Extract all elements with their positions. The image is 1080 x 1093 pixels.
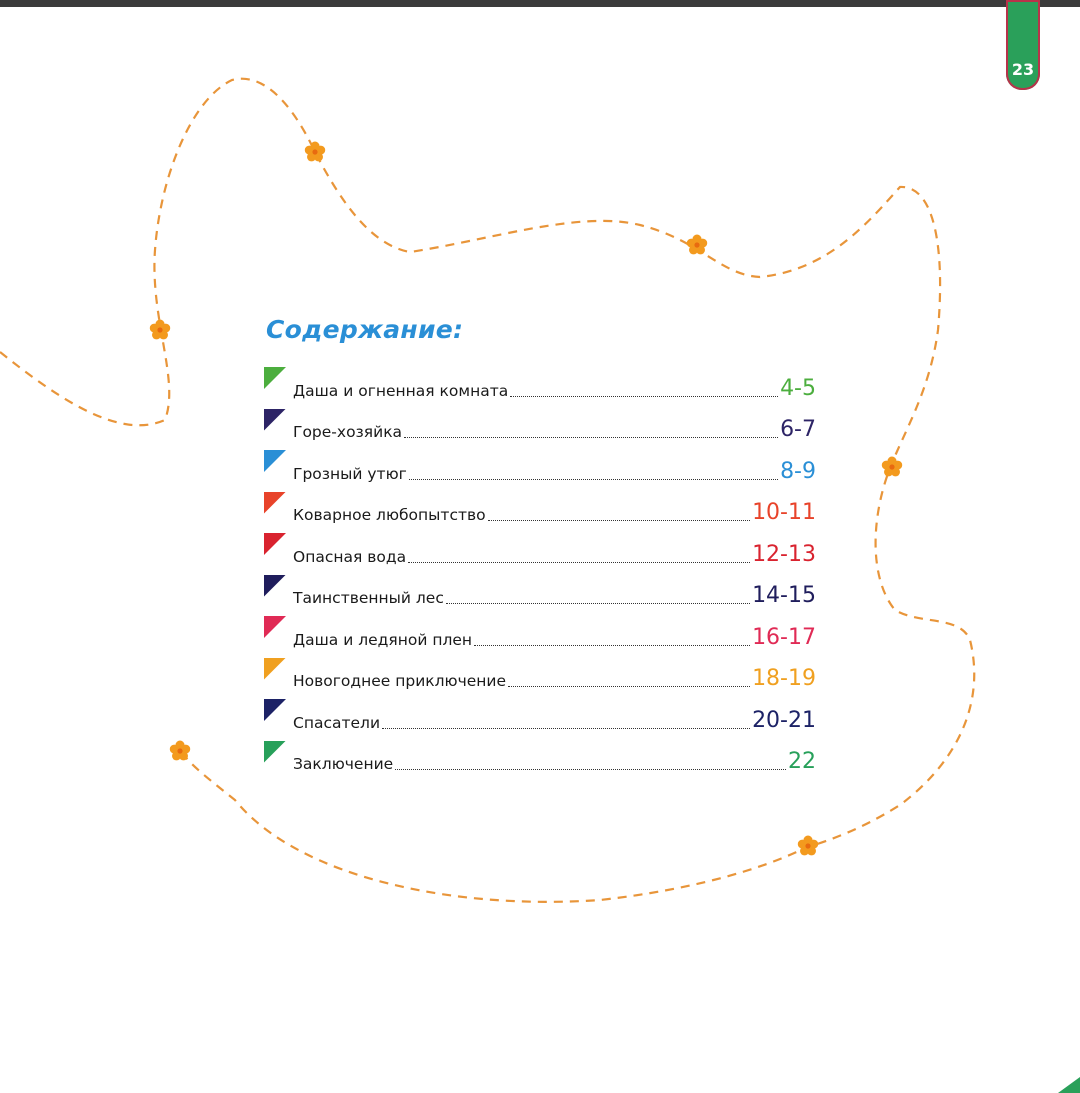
triangle-marker-icon: [264, 575, 286, 597]
triangle-marker-icon: [264, 616, 286, 638]
toc-entry-pages: 8-9: [780, 458, 816, 484]
toc-entry-title: Горе-хозяйка: [293, 423, 403, 441]
triangle-marker-icon: [264, 741, 286, 763]
toc-entry[interactable]: [264, 364, 816, 406]
flower-icon: [687, 235, 707, 255]
toc-entry-pages: 16-17: [752, 624, 816, 650]
toc-entry[interactable]: [264, 613, 816, 655]
toc-entry[interactable]: [264, 447, 816, 489]
triangle-marker-icon: [264, 699, 286, 721]
toc-entry-pages: 20-21: [752, 707, 816, 733]
contents-title: Содержание:: [266, 315, 464, 344]
toc-entry-title: Опасная вода: [293, 547, 407, 566]
triangle-marker-icon: [264, 450, 286, 472]
triangle-marker-icon: [264, 367, 286, 389]
toc-entry-pages: 18-19: [752, 666, 816, 691]
toc-entry-pages: 6-7: [780, 417, 816, 442]
toc-entry[interactable]: [264, 489, 816, 531]
toc-entry-title: Спасатели: [293, 713, 381, 732]
toc-entry[interactable]: [264, 530, 816, 572]
triangle-marker-icon: [264, 658, 286, 680]
triangle-marker-icon: [264, 492, 286, 514]
toc-entry-pages: 22: [788, 749, 816, 774]
flower-icon: [305, 142, 325, 162]
toc-entry[interactable]: [264, 696, 816, 738]
toc-entry-pages: 12-13: [752, 541, 816, 567]
toc-entry-title: Даша и ледяной плен: [293, 630, 473, 649]
toc-entry[interactable]: [264, 655, 816, 697]
toc-entry[interactable]: [264, 572, 816, 614]
toc-entry-pages: 10-11: [752, 500, 816, 525]
toc-entry-title: Таинственный лес: [293, 589, 444, 607]
flower-icon: [882, 457, 902, 477]
toc-entry[interactable]: [264, 406, 816, 448]
triangle-marker-icon: [264, 409, 286, 431]
toc-entry-title: Даша и огненная комната: [293, 381, 509, 400]
toc-entry-title: Грозный утюг: [293, 464, 407, 483]
flower-icon: [798, 836, 818, 856]
triangle-marker-icon: [264, 533, 286, 555]
toc-entry-pages: 4-5: [780, 375, 816, 401]
dotted-leader: [395, 768, 814, 770]
toc-entry-title: Заключение: [293, 755, 394, 773]
toc-entry-title: Новогоднее приключение: [293, 672, 507, 690]
flower-icon: [150, 320, 170, 340]
toc-entry-title: Коварное любопытство: [293, 506, 486, 524]
table-of-contents: [264, 364, 816, 779]
toc-entry[interactable]: [264, 738, 816, 780]
toc-entry-pages: 14-15: [752, 583, 816, 608]
page-number: 23: [1011, 60, 1035, 79]
flower-icon: [170, 741, 190, 761]
dotted-leader: [409, 478, 814, 480]
dotted-leader: [404, 436, 814, 438]
dotted-leader: [510, 395, 814, 397]
